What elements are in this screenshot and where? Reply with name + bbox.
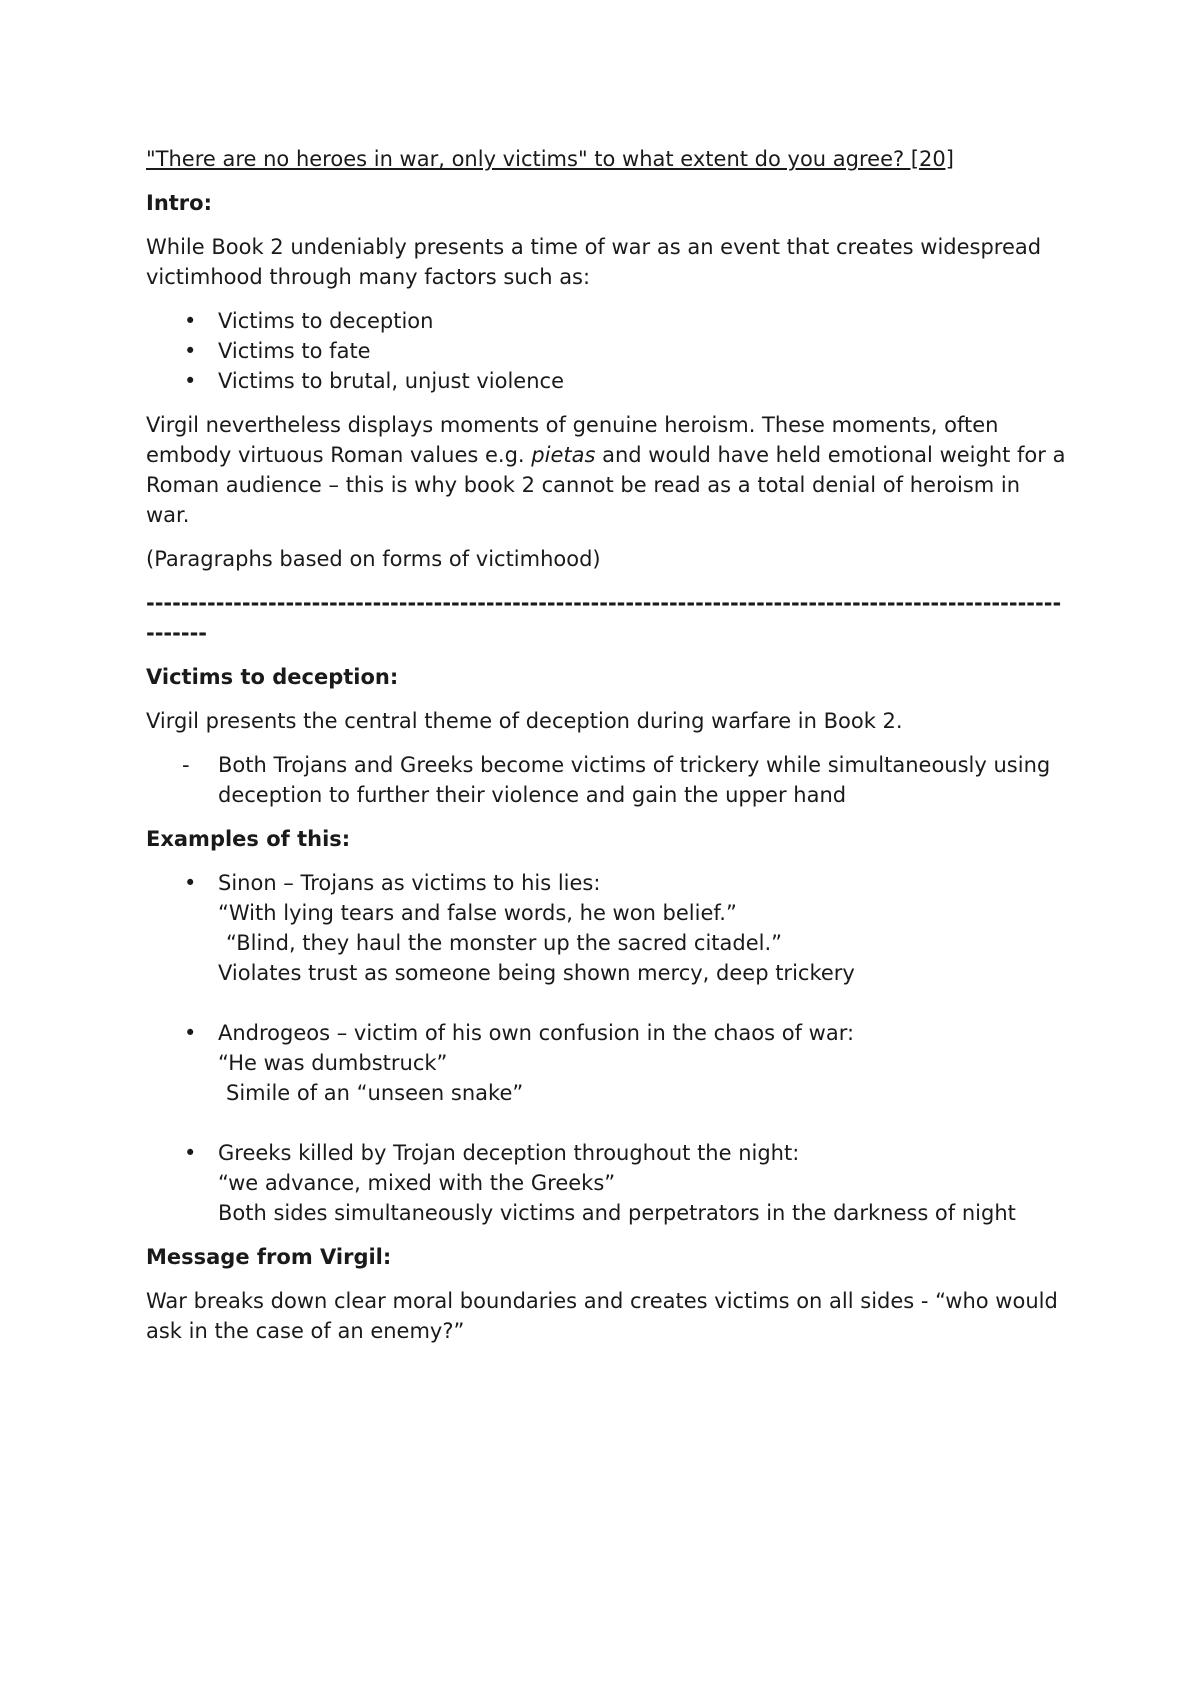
quote-line: “we advance, mixed with the Greeks” [218, 1171, 616, 1195]
bullet-icon: • [184, 309, 197, 333]
document-page [146, 144, 1066, 1360]
list-item-text: Victims to deception [218, 309, 434, 333]
bullet-icon: • [184, 1141, 197, 1165]
list-item [146, 336, 1066, 366]
bullet-icon: • [184, 1021, 197, 1045]
example-line: Simile of an “unseen snake” [226, 1081, 524, 1105]
section-divider: ---------------------------------------------------------------------------------------------------------------- [146, 591, 1062, 645]
examples-heading: Examples of this: [146, 827, 351, 851]
intro-heading: Intro: [146, 191, 212, 215]
intro-note: (Paragraphs based on forms of victimhood) [146, 547, 601, 571]
bullet-icon: • [184, 871, 197, 895]
quote-line: “He was dumbstruck” [218, 1051, 448, 1075]
intro-bullet-list [146, 306, 1066, 396]
bullet-icon: • [184, 369, 197, 393]
example-line: Violates trust as someone being shown mercy, deep trickery [218, 961, 855, 985]
deception-paragraph: Virgil presents the central theme of deception during warfare in Book 2. [146, 709, 903, 733]
text-run: and would have held emotional weight for a Roman audience – this is why book 2 cannot be read as a total denial of heroism in war. [146, 443, 1066, 527]
dash-marker: - [182, 753, 190, 777]
quote-line: “With lying tears and false words, he won belief.” [218, 901, 737, 925]
examples-bullet-list [146, 868, 1066, 1228]
example-line: Sinon – Trojans as victims to his lies: [218, 871, 601, 895]
deception-heading: Victims to deception: [146, 665, 399, 689]
message-heading: Message from Virgil: [146, 1245, 392, 1269]
quote-line: “Blind, they haul the monster up the sacred citadel.” [226, 931, 783, 955]
list-item [146, 1138, 1066, 1228]
list-item [146, 868, 1066, 988]
example-line: Androgeos – victim of his own confusion in the chaos of war: [218, 1021, 855, 1045]
list-item [146, 366, 1066, 396]
essay-title: "There are no heroes in war, only victims" to what extent do you agree? [20] [146, 147, 954, 171]
list-item [146, 1018, 1066, 1108]
example-line: Greeks killed by Trojan deception throughout the night: [218, 1141, 800, 1165]
dash-item-text: Both Trojans and Greeks become victims of trickery while simultaneously using deception to further their violence and gain the upper hand [218, 753, 1051, 807]
italic-term: pietas [531, 443, 596, 467]
message-paragraph: War breaks down clear moral boundaries and creates victims on all sides - “who would ask in the case of an enemy?” [146, 1289, 1058, 1343]
intro-paragraph: While Book 2 undeniably presents a time of war as an event that creates widespread victimhood through many factors such as: [146, 235, 1042, 289]
example-line: Both sides simultaneously victims and perpetrators in the darkness of night [218, 1201, 1016, 1225]
dash-list-item [146, 750, 1066, 810]
text-run: Virgil nevertheless displays moments of genuine heroism. These moments, often embody virtuous Roman values e.g. [146, 413, 999, 467]
list-item-text: Victims to brutal, unjust violence [218, 369, 564, 393]
intro-paragraph-heroism [146, 410, 1066, 530]
bullet-icon: • [184, 339, 197, 363]
list-item [146, 306, 1066, 336]
list-item-text: Victims to fate [218, 339, 371, 363]
